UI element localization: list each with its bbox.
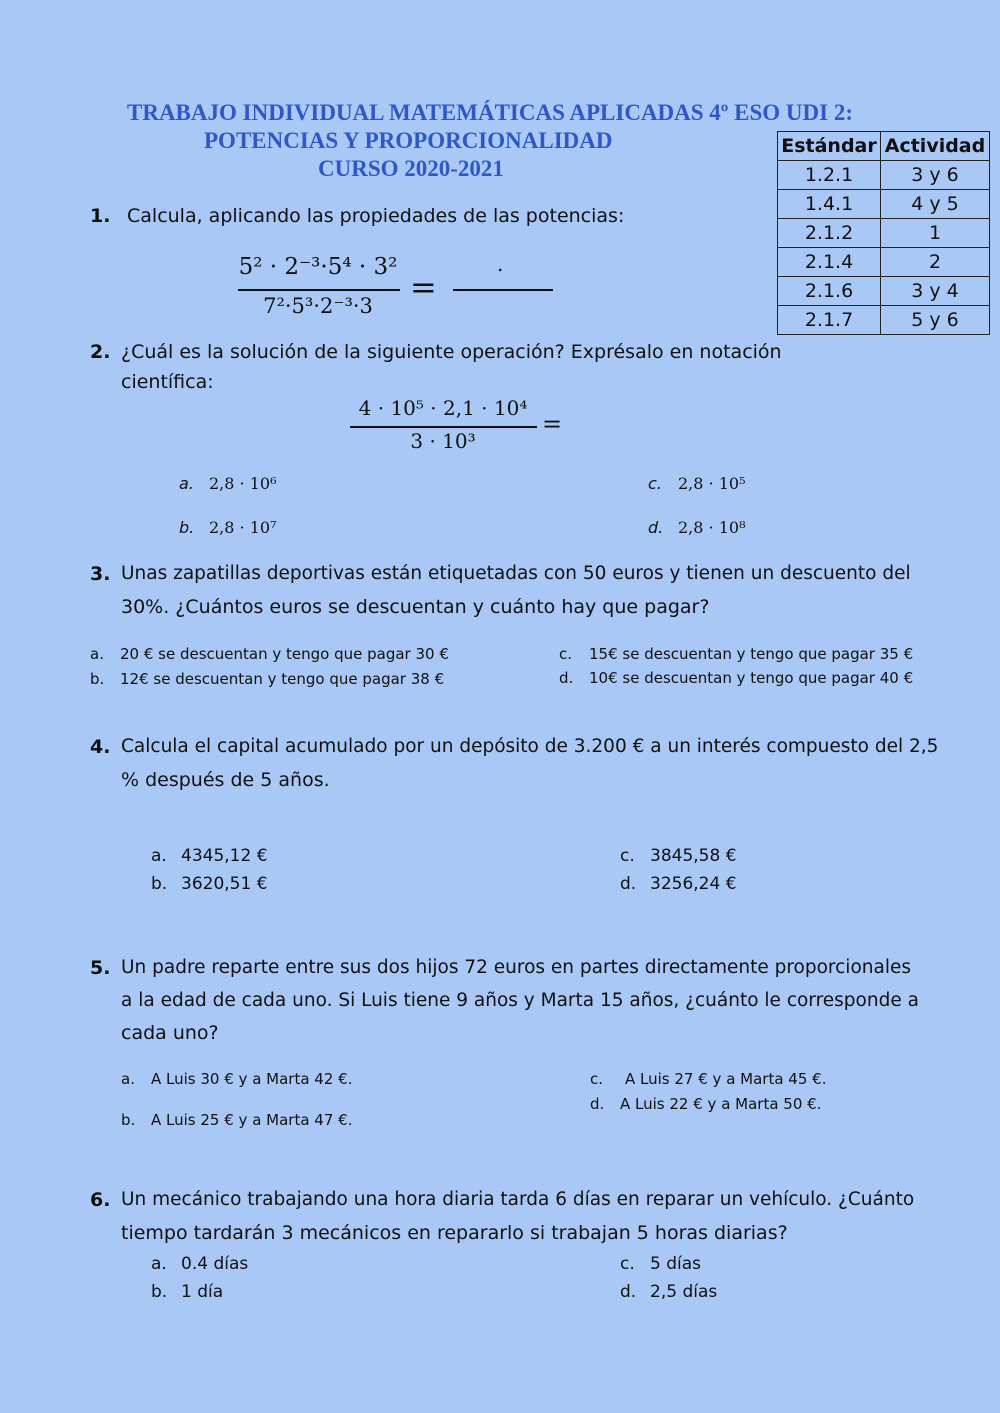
q6-option-a[interactable] (151, 1254, 248, 1274)
q1-answer-line (453, 289, 553, 291)
option-text: 1 día (181, 1282, 224, 1302)
q4-option-a[interactable] (151, 846, 268, 866)
option-text: A Luis 22 € y a Marta 50 €. (620, 1095, 822, 1113)
question-1-number: 1. (90, 205, 111, 227)
table-header: Estándar (778, 132, 881, 161)
table-row (778, 277, 990, 306)
table-cell: 2.1.7 (778, 306, 881, 335)
q5-option-d[interactable] (590, 1095, 821, 1113)
q5-option-c[interactable] (590, 1070, 826, 1088)
option-letter: b. (90, 670, 105, 688)
table-cell: 2 (881, 248, 990, 277)
question-2-number: 2. (90, 341, 111, 363)
option-text: 12€ se descuentan y tengo que pagar 38 € (120, 670, 445, 688)
q2-option-d[interactable] (648, 518, 745, 537)
q4-option-d[interactable] (620, 874, 737, 894)
question-2-text-line1: ¿Cuál es la solución de la siguiente operación? Exprésalo en notación (121, 341, 782, 363)
option-letter: c. (648, 474, 662, 493)
table-header: Actividad (881, 132, 990, 161)
option-text: 0.4 días (181, 1254, 249, 1274)
table-cell: 3 y 4 (881, 277, 990, 306)
question-5-text-line1: Un padre reparte entre sus dos hijos 72 euros en partes directamente proporcionales (121, 957, 911, 978)
option-letter: a. (179, 474, 194, 493)
q3-option-b[interactable] (90, 670, 444, 688)
title-line-3: CURSO 2020-2021 (318, 156, 504, 181)
q1-equals-sign: = (410, 268, 437, 306)
option-text: 20 € se descuentan y tengo que pagar 30 € (120, 645, 449, 663)
question-4-text-line1: Calcula el capital acumulado por un depósito de 3.200 € a un interés compuesto del 2,5 (121, 736, 939, 757)
option-letter: a. (90, 645, 104, 663)
question-4-text-line2: % después de 5 años. (121, 769, 330, 791)
option-text: A Luis 27 € y a Marta 45 €. (625, 1070, 827, 1088)
q5-option-b[interactable] (121, 1111, 352, 1129)
question-6-text-line2: tiempo tardarán 3 mecánicos en repararlo si trabajan 5 horas diarias? (121, 1222, 788, 1244)
q4-option-c[interactable] (620, 846, 737, 866)
question-2-text-line2: científica: (121, 371, 214, 393)
option-text: 4345,12 € (181, 846, 268, 866)
q3-option-d[interactable] (559, 669, 913, 687)
q1-fraction-bar (238, 289, 400, 291)
option-text: 3620,51 € (181, 874, 268, 894)
option-letter: d. (620, 874, 637, 894)
question-3-text-line2: 30%. ¿Cuántos euros se descuentan y cuánto hay que pagar? (121, 596, 710, 618)
option-letter: d. (620, 1282, 637, 1302)
option-text: 2,8 · 10⁷ (209, 518, 277, 537)
q5-option-a[interactable] (121, 1070, 352, 1088)
table-cell: 5 y 6 (881, 306, 990, 335)
option-text: 10€ se descuentan y tengo que pagar 40 € (589, 669, 914, 687)
table-row (778, 306, 990, 335)
table-cell: 1 (881, 219, 990, 248)
q3-option-a[interactable] (90, 645, 449, 663)
option-letter: a. (151, 1254, 167, 1274)
table-row (778, 190, 990, 219)
option-letter: d. (559, 669, 574, 687)
option-letter: d. (590, 1095, 605, 1113)
q4-option-b[interactable] (151, 874, 268, 894)
option-text: 2,8 · 10⁵ (678, 474, 746, 493)
title-line-2: POTENCIAS Y PROPORCIONALIDAD (204, 128, 613, 153)
table-row (778, 219, 990, 248)
option-letter: b. (179, 518, 195, 537)
question-5-number: 5. (90, 957, 111, 979)
question-1-text: Calcula, aplicando las propiedades de las potencias: (127, 205, 625, 227)
option-text: 3256,24 € (650, 874, 737, 894)
question-6-number: 6. (90, 1189, 111, 1211)
q2-numerator: 4 · 10⁵ · 2,1 · 10⁴ (358, 396, 528, 420)
q2-fraction-bar (350, 426, 537, 428)
option-letter: c. (590, 1070, 604, 1088)
q1-answer-dot: . (497, 252, 504, 276)
q6-option-c[interactable] (620, 1254, 701, 1274)
option-letter: c. (620, 1254, 635, 1274)
q2-equals-sign: = (542, 410, 563, 438)
option-text: A Luis 30 € y a Marta 42 €. (151, 1070, 353, 1088)
option-letter: b. (151, 1282, 168, 1302)
table-row (778, 161, 990, 190)
q2-denominator: 3 · 10³ (410, 429, 476, 453)
option-letter: a. (151, 846, 167, 866)
option-text: 2,8 · 10⁶ (209, 474, 277, 493)
option-text: 2,5 días (650, 1282, 718, 1302)
question-4-number: 4. (90, 736, 111, 758)
question-3-number: 3. (90, 563, 111, 585)
option-text: 2,8 · 10⁸ (678, 518, 746, 537)
option-text: 15€ se descuentan y tengo que pagar 35 € (589, 645, 914, 663)
question-6-text-line1: Un mecánico trabajando una hora diaria tarda 6 días en reparar un vehículo. ¿Cuánto (121, 1189, 915, 1210)
title-line-1: TRABAJO INDIVIDUAL MATEMÁTICAS APLICADAS 4º ESO UDI 2: (127, 100, 854, 125)
q6-option-b[interactable] (151, 1282, 223, 1302)
option-letter: c. (559, 645, 573, 663)
question-3-text-line1: Unas zapatillas deportivas están etiquetadas con 50 euros y tienen un descuento del (121, 563, 911, 584)
q1-denominator: 7²·5³·2⁻³·3 (263, 294, 373, 318)
option-text: 3845,58 € (650, 846, 737, 866)
table-cell: 3 y 6 (881, 161, 990, 190)
q2-option-c[interactable] (648, 474, 745, 493)
table-row (778, 248, 990, 277)
table-cell: 1.4.1 (778, 190, 881, 219)
option-letter: a. (121, 1070, 135, 1088)
question-5-text-line3: cada uno? (121, 1022, 219, 1044)
option-letter: c. (620, 846, 635, 866)
table-cell: 2.1.4 (778, 248, 881, 277)
table-cell: 2.1.2 (778, 219, 881, 248)
table-cell: 2.1.6 (778, 277, 881, 306)
table-cell: 4 y 5 (881, 190, 990, 219)
q1-numerator: 5² · 2⁻³·5⁴ · 3² (238, 254, 398, 280)
q2-option-a[interactable] (179, 474, 276, 493)
option-text: 5 días (650, 1254, 702, 1274)
standards-table (777, 131, 990, 335)
option-letter: d. (648, 518, 664, 537)
question-5-text-line2: a la edad de cada uno. Si Luis tiene 9 años y Marta 15 años, ¿cuánto le corresponde a (121, 990, 919, 1011)
option-letter: b. (151, 874, 168, 894)
option-text: A Luis 25 € y a Marta 47 €. (151, 1111, 353, 1129)
q3-option-c[interactable] (559, 645, 913, 663)
q2-option-b[interactable] (179, 518, 276, 537)
table-cell: 1.2.1 (778, 161, 881, 190)
q6-option-d[interactable] (620, 1282, 717, 1302)
option-letter: b. (121, 1111, 136, 1129)
